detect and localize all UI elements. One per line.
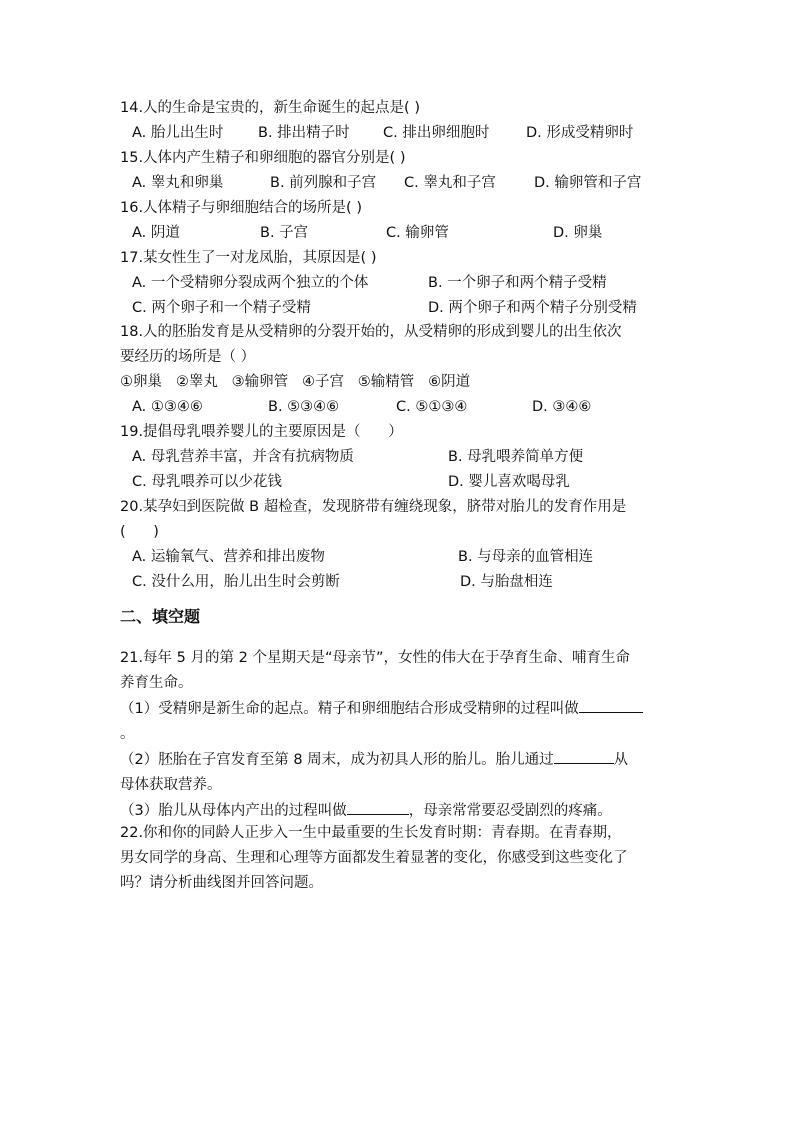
sub-question-1 bbox=[120, 696, 680, 722]
option-d: D. ③④⑥ bbox=[532, 399, 592, 415]
sub-question-text-after: 从 bbox=[613, 752, 629, 768]
option-c: C. 没什么用，胎儿出生时会剪断 bbox=[132, 574, 340, 590]
question-17 bbox=[120, 246, 680, 321]
question-stem: 14.人的生命是宝贵的，新生命诞生的起点是( ) bbox=[120, 100, 420, 116]
option-a: A. 运输氧气、营养和排出废物 bbox=[132, 549, 325, 565]
options-row bbox=[120, 271, 680, 296]
options-row bbox=[120, 545, 680, 570]
options-row bbox=[120, 121, 680, 146]
options-row bbox=[120, 296, 680, 321]
option-d: D. 两个卵子和两个精子分别受精 bbox=[428, 300, 637, 316]
question-22-line-3: 吗？请分析曲线图并回答问题。 bbox=[120, 875, 323, 891]
option-d: D. 卵巢 bbox=[553, 225, 603, 241]
options-row bbox=[120, 470, 680, 495]
option-c: C. 排出卵细胞时 bbox=[383, 125, 490, 141]
sub-question-text-after: ，母亲常常要忍受剧烈的疼痛。 bbox=[408, 803, 612, 819]
question-14 bbox=[120, 96, 680, 146]
question-22-line-1: 22.你和你的同龄人正步入一生中最重要的生长发育时期：青春期。在青春期， bbox=[120, 825, 622, 841]
sub-question-text: （2）胚胎在子宫发育至第 8 周末，成为初具人形的胎儿。胎儿通过 bbox=[120, 752, 554, 768]
options-row bbox=[120, 171, 680, 196]
question-15 bbox=[120, 146, 680, 196]
option-a: A. 母乳营养丰富，并含有抗病物质 bbox=[132, 449, 354, 465]
question-stem: 15.人体内产生精子和卵细胞的器官分别是( ) bbox=[120, 150, 406, 166]
option-b: B. ⑤③④⑥ bbox=[268, 399, 340, 415]
sub-question-2-continued: 母体获取营养。 bbox=[120, 777, 222, 793]
option-c: C. 两个卵子和一个精子受精 bbox=[132, 300, 311, 316]
question-intro: 21.每年 5 月的第 2 个星期天是“母亲节”，女性的伟大在于孕育生命、哺育生命 bbox=[120, 650, 630, 666]
option-c: C. 睾丸和子宫 bbox=[404, 175, 496, 191]
question-19 bbox=[120, 420, 680, 495]
option-b: B. 与母亲的血管相连 bbox=[458, 549, 594, 565]
option-a: A. 睾丸和卵巢 bbox=[132, 175, 224, 191]
answer-blank-3[interactable] bbox=[347, 798, 409, 815]
option-b: B. 子宫 bbox=[260, 225, 309, 241]
question-stem-continued: 要经历的场所是（ ） bbox=[120, 349, 256, 365]
option-a: A. 阴道 bbox=[132, 225, 180, 241]
question-stem: 18.人的胚胎发育是从受精卵的分裂开始的，从受精卵的形成到婴儿的出生依次 bbox=[120, 324, 622, 340]
question-20 bbox=[120, 495, 680, 595]
answer-blank-1[interactable] bbox=[579, 696, 643, 713]
option-b: B. 母乳喂养简单方便 bbox=[448, 449, 584, 465]
question-stem: 20.某孕妇到医院做 B 超检查，发现脐带有缠绕现象，脐带对胎儿的发育作用是 bbox=[120, 499, 627, 515]
question-16 bbox=[120, 196, 680, 246]
question-intro-continued: 养育生命。 bbox=[120, 675, 193, 691]
section-title: 二、填空题 bbox=[120, 607, 201, 626]
answer-blank-2[interactable] bbox=[554, 747, 614, 764]
option-a: A. 一个受精卵分裂成两个独立的个体 bbox=[132, 275, 369, 291]
options-row bbox=[120, 445, 680, 470]
question-stem: 17.某女性生了一对龙凤胎，其原因是( ) bbox=[120, 250, 377, 266]
sub-question-1-end: 。 bbox=[120, 726, 135, 742]
question-stem-continued: ( ) bbox=[120, 524, 159, 540]
options-row bbox=[120, 570, 680, 595]
sub-question-text: （3）胎儿从母体内产出的过程叫做 bbox=[120, 803, 347, 819]
sub-question-text: （1）受精卵是新生命的起点。精子和卵细胞结合形成受精卵的过程叫做 bbox=[120, 701, 579, 717]
option-c: C. 母乳喂养可以少花钱 bbox=[132, 474, 282, 490]
option-a: A. 胎儿出生时 bbox=[132, 125, 224, 141]
question-22-line-2: 男女同学的身高、生理和心理等方面都发生着显著的变化，你感受到这些变化了 bbox=[120, 850, 628, 866]
options-row bbox=[120, 221, 680, 246]
question-21 bbox=[120, 646, 680, 824]
option-c: C. ⑤①③④ bbox=[396, 399, 468, 415]
question-22 bbox=[120, 821, 680, 896]
option-b: B. 前列腺和子宫 bbox=[270, 175, 377, 191]
question-18 bbox=[120, 320, 680, 420]
option-a: A. ①③④⑥ bbox=[132, 399, 203, 415]
option-b: B. 排出精子时 bbox=[258, 125, 350, 141]
option-b: B. 一个卵子和两个精子受精 bbox=[428, 275, 607, 291]
option-c: C. 输卵管 bbox=[386, 225, 449, 241]
option-d: D. 与胎盘相连 bbox=[460, 574, 553, 590]
option-d: D. 输卵管和子宫 bbox=[534, 175, 642, 191]
question-stem: 16.人体精子与卵细胞结合的场所是( ) bbox=[120, 200, 362, 216]
options-row bbox=[120, 395, 680, 420]
question-stem: 19.提倡母乳喂养婴儿的主要原因是（ ） bbox=[120, 424, 403, 440]
option-d: D. 形成受精卵时 bbox=[526, 125, 634, 141]
numbered-items: ①卵巢 ②睾丸 ③输卵管 ④子宫 ⑤输精管 ⑥阴道 bbox=[120, 374, 471, 390]
sub-question-2 bbox=[120, 747, 680, 773]
option-d: D. 婴儿喜欢喝母乳 bbox=[448, 474, 570, 490]
